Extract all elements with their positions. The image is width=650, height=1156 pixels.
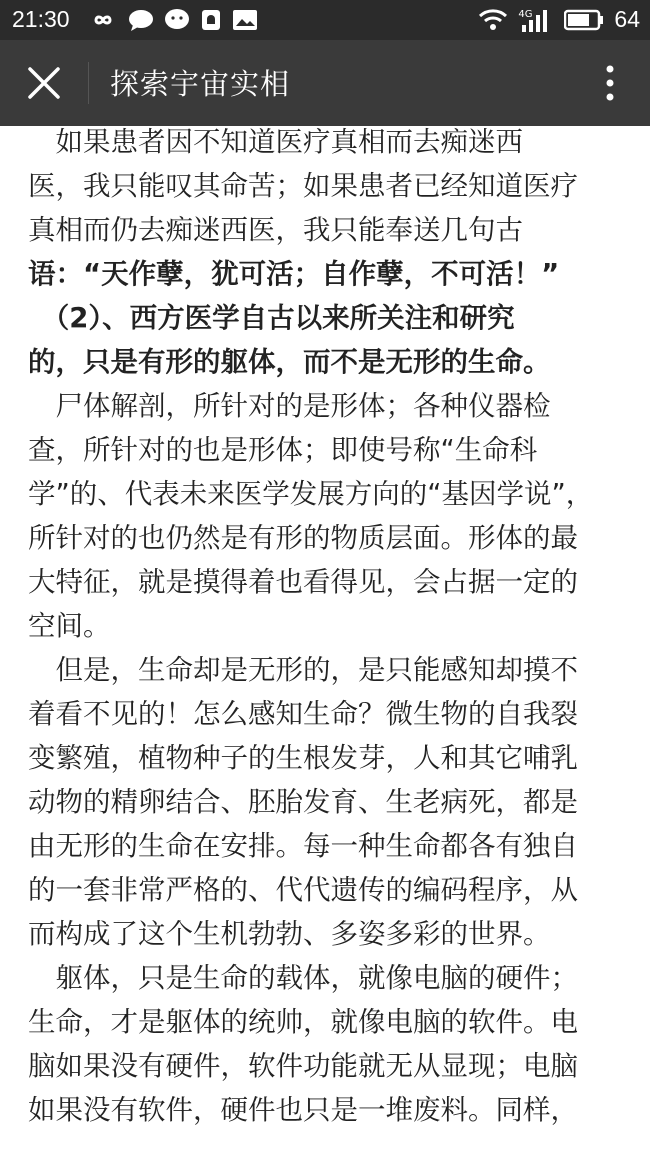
signal-icon: [518, 7, 554, 33]
article-line: 躯体，只是生命的载体，就像电脑的硬件；: [28, 962, 578, 994]
signal-indicator: [518, 7, 554, 33]
article-line: 而构成了这个生机勃勃、多姿多彩的世界。: [28, 918, 551, 950]
article-line: 真相而仍去痴迷西医，我只能奉送几句古: [28, 214, 523, 246]
article-line: 如果患者因不知道医疗真相而去痴迷西: [28, 126, 523, 158]
article-body: [28, 120, 628, 1132]
article-line: 如果没有软件，硬件也只是一堆废料。同样，: [28, 1094, 578, 1126]
article-line: 脑如果没有硬件，软件功能就无从显现；电脑: [28, 1050, 578, 1082]
article-line: 动物的精卵结合、胚胎发育、生老病死，都是: [28, 786, 578, 818]
article-line: 变繁殖，植物种子的生根发芽，人和其它哺乳: [28, 742, 578, 774]
system-icons: [478, 6, 640, 33]
wechat-icon: [164, 8, 190, 32]
notification-icons: [88, 8, 258, 32]
article-line: 但是，生命却是无形的，是只能感知却摸不: [28, 654, 578, 686]
status-bar: [0, 0, 650, 40]
article-line: 大特征，就是摸得着也看得见，会占据一定的: [28, 566, 578, 598]
bell-icon: [200, 8, 222, 32]
article-line: 着看不见的！怎么感知生命？微生物的自我裂: [28, 698, 578, 730]
article-line: 的，只是有形的躯体，而不是无形的生命。: [28, 346, 551, 378]
article-line: 尸体解剖，所针对的是形体；各种仪器检: [28, 390, 551, 422]
article-line: 的一套非常严格的、代代遗传的编码程序，从: [28, 874, 578, 906]
wifi-icon: [478, 8, 508, 32]
infinity-icon: [88, 10, 118, 30]
article-line: 查，所针对的也是形体；即使号称“生命科: [28, 434, 538, 466]
title-divider: [88, 62, 89, 104]
battery-icon: [564, 9, 604, 31]
close-icon[interactable]: [22, 61, 66, 105]
article-line: 语：“天作孽，犹可活；自作孽，不可活！”: [28, 258, 560, 290]
page-title: 探索宇宙实相: [110, 67, 291, 101]
message-icon: [128, 8, 154, 32]
article-line: 医，我只能叹其命苦；如果患者已经知道医疗: [28, 170, 578, 202]
article-line: 空间。: [28, 610, 111, 642]
app-bar: [0, 40, 650, 126]
image-icon: [232, 9, 258, 31]
status-time: 21:30: [12, 6, 70, 32]
article-line: 所针对的也仍然是有形的物质层面。形体的最: [28, 522, 578, 554]
more-options-icon[interactable]: [600, 62, 620, 104]
article-line: 由无形的生命在安排。每一种生命都各有独自: [28, 830, 578, 862]
article-line: 学”的、代表未来医学发展方向的“基因学说”，: [28, 478, 594, 510]
article-line: （2）、西方医学自古以来所关注和研究: [28, 302, 515, 334]
battery-level: 64: [614, 6, 640, 32]
article-line: 生命，才是躯体的统帅，就像电脑的软件。电: [28, 1006, 578, 1038]
network-type: 4G: [518, 8, 533, 20]
